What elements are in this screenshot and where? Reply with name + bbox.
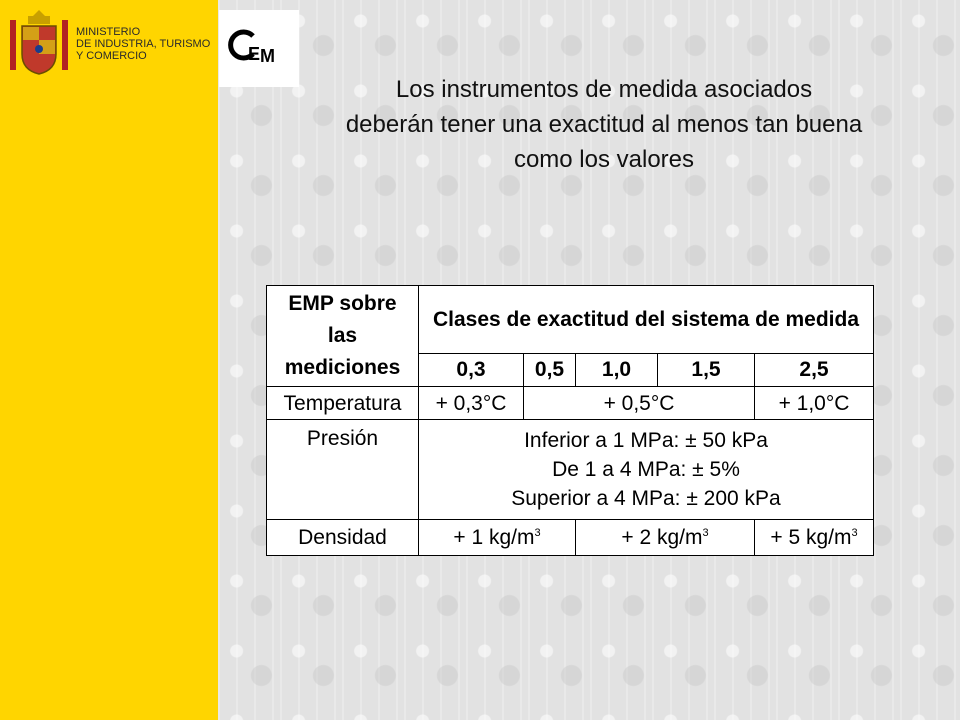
coat-of-arms-icon [6, 6, 72, 82]
density-exponent: 3 [851, 527, 858, 539]
ministry-line: MINISTERIO [76, 26, 141, 38]
pressure-line: De 1 a 4 MPa: ± 5% [552, 458, 740, 481]
density-value-0-3 [419, 520, 576, 556]
density-exponent: 3 [702, 527, 709, 539]
class-header: 0,3 [419, 354, 524, 387]
corner-header-line: las [327, 324, 358, 347]
svg-text:M: M [260, 46, 275, 66]
ministry-header [0, 0, 218, 88]
headline-line-1: Los instrumentos de medida asociados [395, 76, 813, 103]
row-label-pressure: Presión [267, 420, 419, 520]
class-header: 0,5 [524, 354, 576, 387]
density-value-text: + 1 kg/m [453, 526, 535, 549]
row-label-temperature: Temperatura [267, 387, 419, 420]
sidebar-yellow-bar [0, 0, 218, 720]
corner-header-line: mediciones [284, 356, 401, 379]
temperature-value-0-3: + 0,3°C [419, 387, 524, 420]
ministry-line: DE INDUSTRIA, TURISMO [76, 38, 211, 50]
ministry-line: Y COMERCIO [76, 50, 147, 62]
headline-line-3: como los valores [513, 146, 695, 173]
emp-table [266, 285, 874, 556]
emp-table-container [266, 285, 873, 555]
density-exponent: 3 [534, 527, 541, 539]
class-header: 1,5 [658, 354, 755, 387]
pressure-line: Inferior a 1 MPa: ± 50 kPa [524, 429, 768, 452]
classes-header: Clases de exactitud del sistema de medida [419, 286, 874, 354]
corner-header-line: EMP sobre [288, 292, 397, 315]
temperature-value-2-5: + 1,0°C [755, 387, 874, 420]
headline-line-2: deberán tener una exactitud al menos tan buena [345, 111, 863, 138]
row-label-density: Densidad [267, 520, 419, 556]
class-header: 2,5 [755, 354, 874, 387]
ministry-name [76, 26, 216, 62]
temperature-value-0-5-to-1-5: + 0,5°C [524, 387, 755, 420]
corner-header [267, 286, 419, 387]
headline [250, 72, 958, 177]
density-value-text: + 5 kg/m [770, 526, 852, 549]
density-value-text: + 2 kg/m [621, 526, 703, 549]
svg-text:E: E [248, 44, 261, 64]
density-value-2-5 [755, 520, 874, 556]
pressure-values [419, 420, 874, 520]
density-value-0-5-to-1-5 [576, 520, 755, 556]
pressure-line: Superior a 4 MPa: ± 200 kPa [511, 487, 781, 510]
class-header: 1,0 [576, 354, 658, 387]
